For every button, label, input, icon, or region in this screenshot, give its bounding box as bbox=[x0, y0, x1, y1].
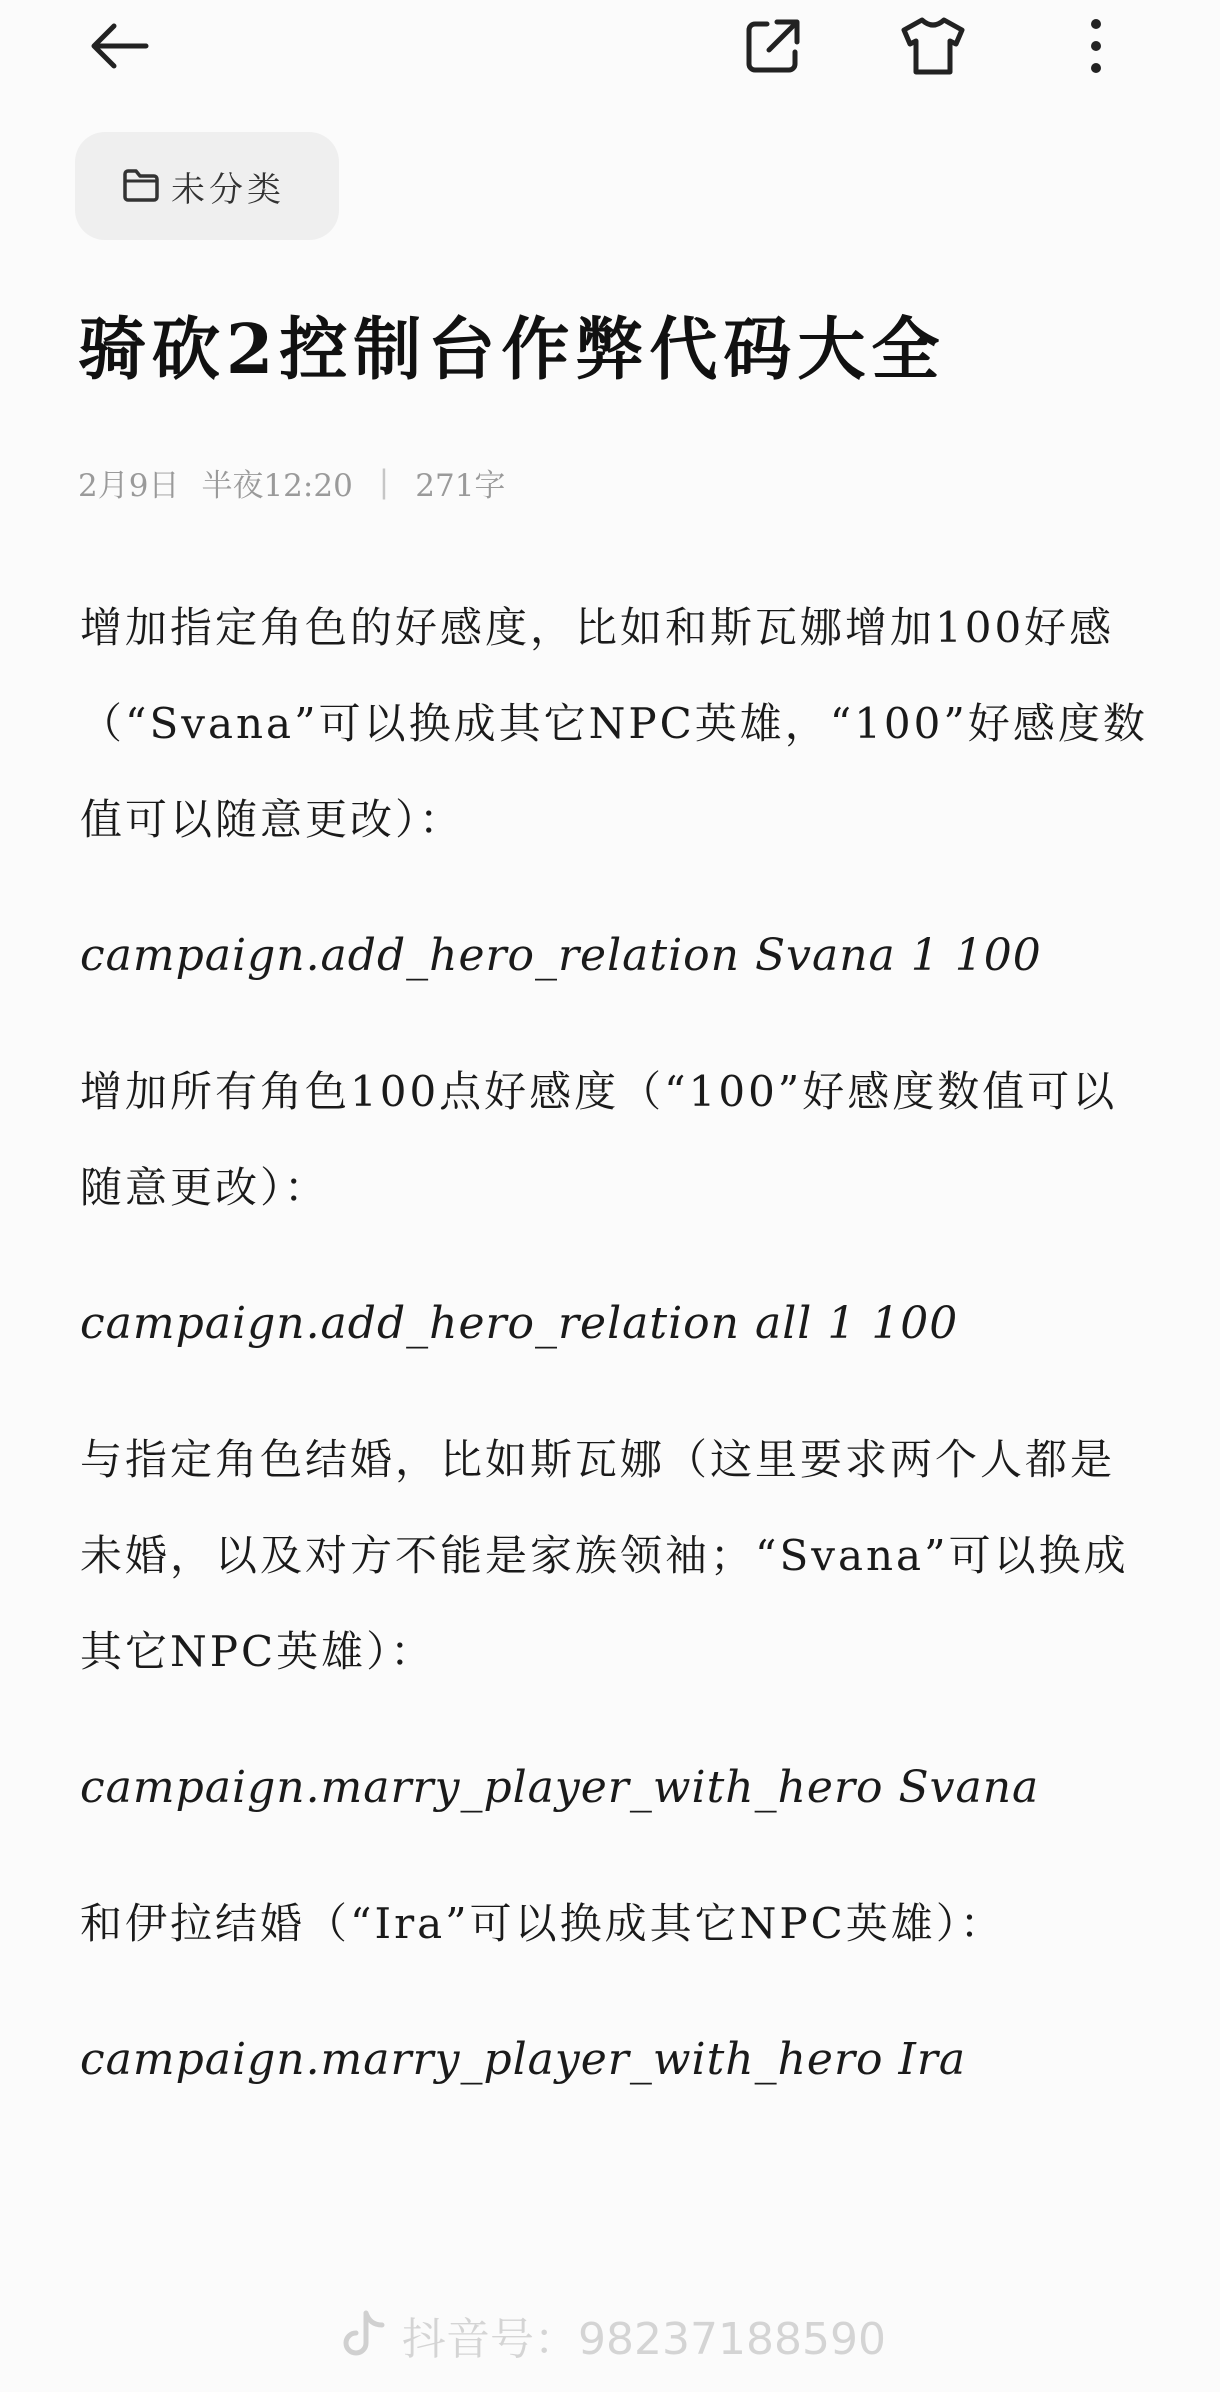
back-button[interactable] bbox=[80, 6, 160, 86]
code-line: campaign.marry_player_with_hero Svana bbox=[80, 1762, 1040, 1813]
category-chip[interactable] bbox=[75, 132, 339, 240]
code-line: campaign.marry_player_with_hero Ira bbox=[80, 2034, 967, 2085]
top-toolbar bbox=[0, 0, 1220, 95]
more-options-button[interactable] bbox=[1056, 6, 1136, 86]
watermark-text: 抖音号：98237188590 bbox=[402, 2314, 886, 2365]
word-count: 271字 bbox=[415, 467, 506, 504]
paragraph: 和伊拉结婚（“Ira”可以换成其它NPC英雄）： bbox=[80, 1899, 1005, 1948]
arrow-left-icon bbox=[84, 10, 156, 82]
douyin-logo-icon bbox=[340, 2309, 388, 2361]
note-time: 半夜12:20 bbox=[201, 467, 353, 504]
share-icon bbox=[741, 14, 805, 78]
watermark bbox=[340, 2300, 886, 2370]
note-body[interactable] bbox=[80, 580, 1150, 2148]
folder-icon bbox=[121, 168, 161, 204]
note-meta bbox=[78, 452, 505, 512]
paragraph: 增加所有角色100点好感度（“100”好感度数值可以随意更改）： bbox=[80, 1067, 1118, 1212]
code-line: campaign.add_hero_relation all 1 100 bbox=[80, 1298, 959, 1349]
paragraph: 增加指定角色的好感度，比如和斯瓦娜增加100好感（“Svana”可以换成其它NPC英雄，“100”好感度数值可以随意更改）： bbox=[80, 603, 1148, 844]
tshirt-icon bbox=[898, 14, 968, 78]
paragraph: 与指定角色结婚，比如斯瓦娜（这里要求两个人都是未婚，以及对方不能是家族领袖；“Svana”可以换成其它NPC英雄）： bbox=[80, 1435, 1129, 1676]
code-line: campaign.add_hero_relation Svana 1 100 bbox=[80, 930, 1042, 981]
category-label: 未分类 bbox=[171, 169, 285, 210]
theme-button[interactable] bbox=[893, 6, 973, 86]
more-vertical-icon bbox=[1086, 14, 1106, 78]
meta-separator: | bbox=[378, 464, 390, 500]
note-title[interactable]: 骑砍2控制台作弊代码大全 bbox=[78, 310, 946, 390]
note-date: 2月9日 bbox=[78, 467, 180, 504]
share-button[interactable] bbox=[733, 6, 813, 86]
